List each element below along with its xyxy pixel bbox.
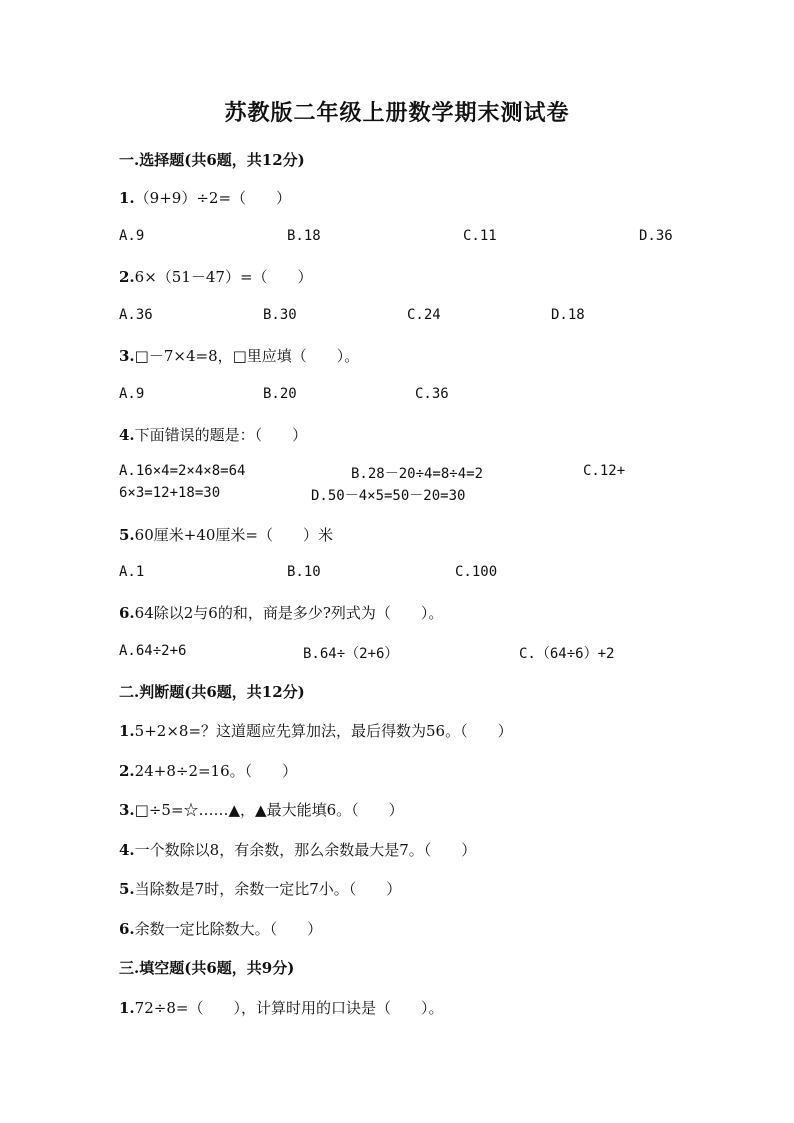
question-number: 6. bbox=[119, 920, 135, 938]
option: 6×3=12+18=30 bbox=[119, 485, 221, 501]
question bbox=[119, 997, 443, 1018]
option: C.12+ bbox=[583, 463, 626, 479]
question-text: 下面错误的题是：（ ） bbox=[134, 426, 308, 444]
question bbox=[119, 424, 307, 445]
question bbox=[119, 799, 404, 820]
question-number: 4. bbox=[119, 841, 135, 859]
option: C.（64÷6）+2 bbox=[519, 646, 615, 662]
page-title: 苏教版二年级上册数学期末测试卷 bbox=[224, 100, 570, 126]
question-text: 72÷8=（ ），计算时用的口诀是（ ）。 bbox=[134, 999, 444, 1017]
question bbox=[119, 345, 359, 366]
question-number: 4. bbox=[119, 426, 135, 444]
question-number: 1. bbox=[119, 999, 135, 1017]
option: C.100 bbox=[455, 564, 498, 580]
option: D.18 bbox=[551, 307, 585, 323]
question-text: □÷5=☆……▲，▲最大能填6。（ ） bbox=[134, 801, 404, 819]
option: B.30 bbox=[263, 307, 297, 323]
question-number: 6. bbox=[119, 604, 135, 622]
question-text: 当除数是7时，余数一定比7小。（ ） bbox=[134, 880, 402, 898]
question bbox=[119, 760, 297, 781]
question bbox=[119, 187, 291, 208]
option: C.11 bbox=[463, 228, 497, 244]
option: A.1 bbox=[119, 564, 145, 580]
question bbox=[119, 918, 322, 939]
option: A.36 bbox=[119, 307, 153, 323]
question-text: （9+9）÷2=（ ） bbox=[134, 189, 292, 207]
question bbox=[119, 720, 513, 741]
question-text: 6×（51－47）=（ ） bbox=[134, 268, 313, 286]
question bbox=[119, 839, 476, 860]
question-number: 1. bbox=[119, 189, 135, 207]
option: A.9 bbox=[119, 228, 145, 244]
question-text: 余数一定比除数大。（ ） bbox=[134, 920, 323, 938]
question bbox=[119, 602, 443, 623]
question-text: 一个数除以8，有余数，那么余数最大是7。（ ） bbox=[134, 841, 477, 859]
section-heading-fill-blank: 三.填空题(共6题，共9分) bbox=[119, 959, 295, 977]
option: B.18 bbox=[287, 228, 321, 244]
option: B.28－20÷4=8÷4=2 bbox=[351, 466, 484, 482]
option: C.24 bbox=[407, 307, 441, 323]
question-number: 3. bbox=[119, 801, 135, 819]
option: D.36 bbox=[639, 228, 673, 244]
option: C.36 bbox=[415, 386, 449, 402]
question bbox=[119, 266, 313, 287]
question bbox=[119, 878, 401, 899]
question-text: 5+2×8=？这道题应先算加法，最后得数为56。（ ） bbox=[134, 722, 513, 740]
question-text: 64除以2与6的和，商是多少?列式为（ ）。 bbox=[134, 604, 444, 622]
question-text: 24+8÷2=16。（ ） bbox=[134, 762, 298, 780]
section-heading-true-false: 二.判断题(共6题，共12分) bbox=[119, 683, 305, 701]
question-number: 3. bbox=[119, 347, 135, 365]
question-number: 5. bbox=[119, 880, 135, 898]
question-number: 2. bbox=[119, 762, 135, 780]
question bbox=[119, 524, 333, 545]
question-number: 1. bbox=[119, 722, 135, 740]
option: D.50－4×5=50－20=30 bbox=[311, 488, 466, 504]
question-text: 60厘米+40厘米=（ ）米 bbox=[134, 526, 333, 544]
option: B.10 bbox=[287, 564, 321, 580]
option: A.16×4=2×4×8=64 bbox=[119, 463, 246, 479]
section-heading-choice: 一.选择题(共6题，共12分) bbox=[119, 151, 305, 169]
option: A.64÷2+6 bbox=[119, 643, 187, 659]
question-text: □－7×4=8，□里应填（ ）。 bbox=[134, 347, 360, 365]
option: B.64÷（2+6） bbox=[303, 646, 399, 662]
option: B.20 bbox=[263, 386, 297, 402]
question-number: 5. bbox=[119, 526, 135, 544]
question-number: 2. bbox=[119, 268, 135, 286]
option: A.9 bbox=[119, 386, 145, 402]
